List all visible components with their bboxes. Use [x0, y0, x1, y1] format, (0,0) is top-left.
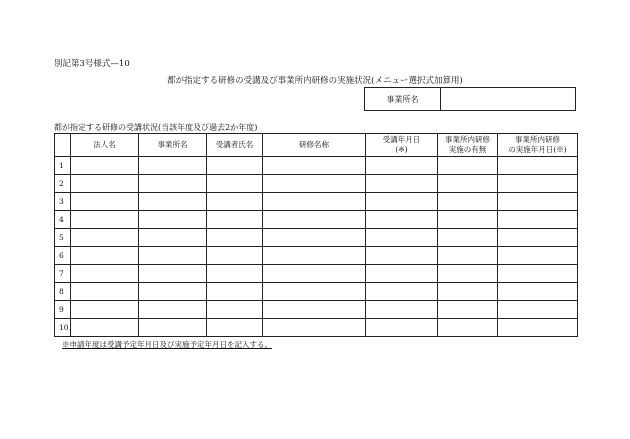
office-name-cell[interactable]: [139, 301, 207, 319]
corporation-name-cell[interactable]: [71, 157, 139, 175]
trainee-name-cell[interactable]: [207, 283, 263, 301]
inhouse-training-status-header: [438, 134, 498, 157]
training-name-cell[interactable]: [263, 193, 366, 211]
inhouse-training-date-cell[interactable]: [498, 211, 578, 229]
attendance-date-cell[interactable]: [366, 247, 438, 265]
inhouse-training-status-cell[interactable]: [438, 301, 498, 319]
inhouse-training-date-cell[interactable]: [498, 301, 578, 319]
row-number: 3: [55, 193, 71, 211]
table-row: [55, 211, 578, 229]
table-row: [55, 157, 578, 175]
corporation-name-cell[interactable]: [71, 193, 139, 211]
table-row: [55, 319, 578, 337]
trainee-name-cell[interactable]: [207, 247, 263, 265]
inhouse-training-status-cell[interactable]: [438, 211, 498, 229]
attendance-date-cell[interactable]: [366, 265, 438, 283]
inhouse-training-date-cell[interactable]: [498, 265, 578, 283]
trainee-name-cell[interactable]: [207, 175, 263, 193]
training-name-cell[interactable]: [263, 247, 366, 265]
inhouse-training-status-cell[interactable]: [438, 175, 498, 193]
corporation-name-cell[interactable]: [71, 265, 139, 283]
row-number: 7: [55, 265, 71, 283]
inhouse-training-status-cell[interactable]: [438, 229, 498, 247]
table-row: [55, 229, 578, 247]
corporation-name-cell[interactable]: [71, 211, 139, 229]
inhouse-training-status-cell[interactable]: [438, 247, 498, 265]
training-name-cell[interactable]: [263, 175, 366, 193]
table-row: [55, 265, 578, 283]
column-header-line: 事業所内研修: [445, 135, 490, 144]
table-header-row: [55, 134, 578, 157]
column-header-line: 受講者氏名: [215, 140, 254, 149]
attendance-date-cell[interactable]: [366, 229, 438, 247]
inhouse-training-status-cell[interactable]: [438, 193, 498, 211]
corporation-name-cell[interactable]: [71, 319, 139, 337]
training-name-cell[interactable]: [263, 265, 366, 283]
office-name-header: [139, 134, 207, 157]
office-name-cell[interactable]: [139, 175, 207, 193]
office-name-cell[interactable]: [139, 265, 207, 283]
office-name-cell[interactable]: [139, 211, 207, 229]
column-header-line: 研修名称: [299, 140, 329, 149]
office-name-cell[interactable]: [139, 319, 207, 337]
inhouse-training-date-cell[interactable]: [498, 175, 578, 193]
training-name-header: [263, 134, 366, 157]
inhouse-training-date-cell[interactable]: [498, 283, 578, 301]
document-title: 都が指定する研修の受講及び事業所内研修の実施状況(メニュー選択式加算用): [167, 76, 463, 86]
training-table: [54, 133, 578, 337]
inhouse-training-date-cell[interactable]: [498, 247, 578, 265]
corporation-name-cell[interactable]: [71, 229, 139, 247]
corporation-name-header: [71, 134, 139, 157]
attendance-date-header: [366, 134, 438, 157]
column-header-line: 事業所内研修: [515, 135, 560, 144]
inhouse-training-date-cell[interactable]: [498, 229, 578, 247]
office-name-cell[interactable]: [139, 229, 207, 247]
footnote: ※申請年度は受講予定年月日及び実施予定年月日を記入する。: [62, 340, 272, 349]
table-row: [55, 193, 578, 211]
row-number-header: [55, 134, 71, 157]
attendance-date-cell[interactable]: [366, 283, 438, 301]
trainee-name-cell[interactable]: [207, 157, 263, 175]
office-name-cell[interactable]: [139, 193, 207, 211]
training-name-cell[interactable]: [263, 211, 366, 229]
row-number: 4: [55, 211, 71, 229]
column-header-line: (※): [395, 145, 408, 154]
column-header-line: 法人名: [93, 140, 116, 149]
training-name-cell[interactable]: [263, 301, 366, 319]
inhouse-training-status-cell[interactable]: [438, 319, 498, 337]
trainee-name-cell[interactable]: [207, 193, 263, 211]
row-number: 2: [55, 175, 71, 193]
column-header-line: 実施の有無: [448, 145, 487, 154]
trainee-name-cell[interactable]: [207, 229, 263, 247]
row-number: 1: [55, 157, 71, 175]
attendance-date-cell[interactable]: [366, 157, 438, 175]
attendance-date-cell[interactable]: [366, 301, 438, 319]
inhouse-training-status-cell[interactable]: [438, 283, 498, 301]
office-name-cell[interactable]: [139, 283, 207, 301]
row-number: 10: [55, 319, 71, 337]
table-row: [55, 301, 578, 319]
row-number: 5: [55, 229, 71, 247]
office-name-cell[interactable]: [139, 157, 207, 175]
attendance-date-cell[interactable]: [366, 175, 438, 193]
table-row: [55, 175, 578, 193]
training-name-cell[interactable]: [263, 157, 366, 175]
inhouse-training-date-cell[interactable]: [498, 319, 578, 337]
office-name-cell[interactable]: [139, 247, 207, 265]
corporation-name-cell[interactable]: [71, 283, 139, 301]
training-name-cell[interactable]: [263, 319, 366, 337]
table-row: [55, 247, 578, 265]
inhouse-training-status-cell[interactable]: [438, 157, 498, 175]
form-number: 別記第3号様式—10: [54, 59, 130, 69]
trainee-name-cell[interactable]: [207, 211, 263, 229]
row-number: 6: [55, 247, 71, 265]
inhouse-training-date-cell[interactable]: [498, 157, 578, 175]
office-name-field[interactable]: [441, 88, 575, 110]
office-name-label: 事業所名: [365, 88, 441, 110]
inhouse-training-date-header: [498, 134, 578, 157]
attendance-date-cell[interactable]: [366, 211, 438, 229]
table-body: [55, 157, 578, 337]
table-caption: 都が指定する研修の受講状況(当該年度及び過去2か年度): [54, 123, 258, 132]
corporation-name-cell[interactable]: [71, 175, 139, 193]
trainee-name-cell[interactable]: [207, 265, 263, 283]
column-header-line: 事業所名: [157, 140, 188, 149]
corporation-name-cell[interactable]: [71, 301, 139, 319]
column-header-line: の実施年月日(※): [508, 145, 567, 154]
trainee-name-cell[interactable]: [207, 319, 263, 337]
inhouse-training-status-cell[interactable]: [438, 265, 498, 283]
trainee-name-cell[interactable]: [207, 301, 263, 319]
inhouse-training-date-cell[interactable]: [498, 193, 578, 211]
training-name-cell[interactable]: [263, 283, 366, 301]
row-number: 8: [55, 283, 71, 301]
column-header-line: 受講年月日: [382, 135, 421, 144]
trainee-name-header: [207, 134, 263, 157]
training-name-cell[interactable]: [263, 229, 366, 247]
table-row: [55, 283, 578, 301]
attendance-date-cell[interactable]: [366, 193, 438, 211]
attendance-date-cell[interactable]: [366, 319, 438, 337]
corporation-name-cell[interactable]: [71, 247, 139, 265]
office-name-box: [364, 87, 576, 111]
row-number: 9: [55, 301, 71, 319]
